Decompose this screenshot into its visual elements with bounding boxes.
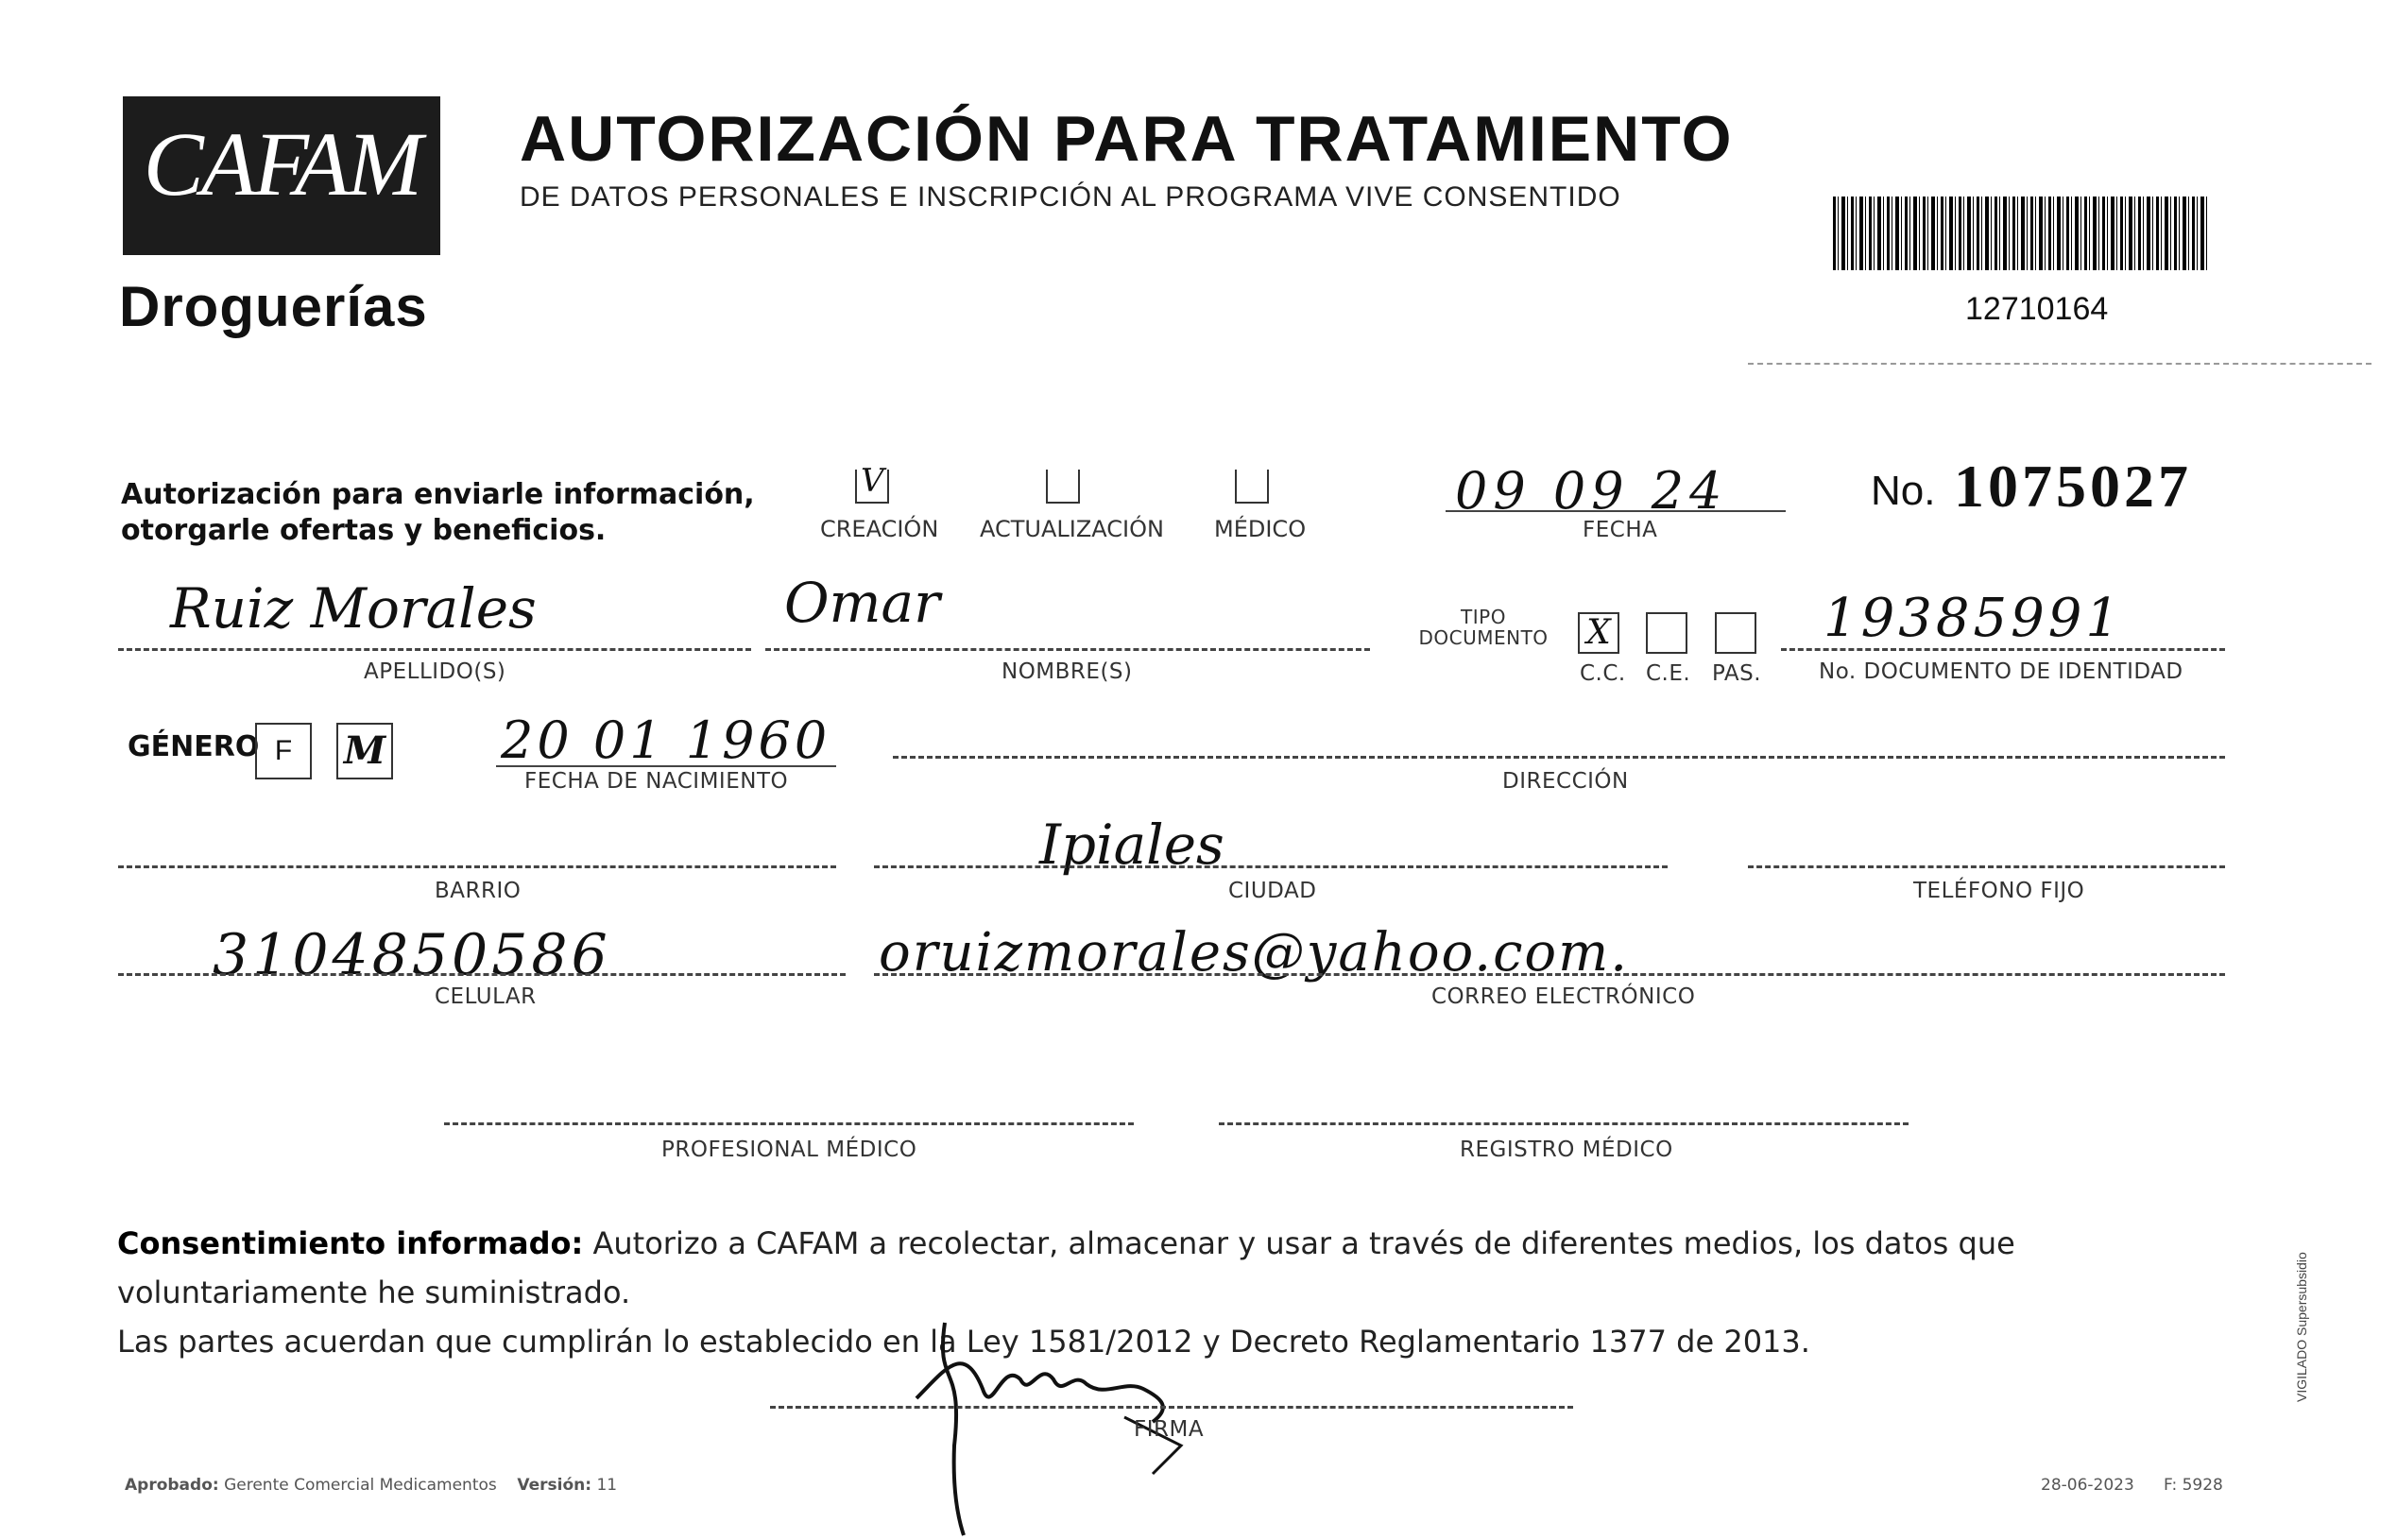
firma-field[interactable] bbox=[770, 1406, 1573, 1409]
doc-type-mark: X bbox=[1586, 613, 1611, 652]
correo-field[interactable] bbox=[874, 973, 2225, 976]
profesional-field[interactable] bbox=[444, 1122, 1134, 1125]
barrio-label: BARRIO bbox=[435, 879, 522, 903]
aprobado-label: Aprobado: bbox=[125, 1476, 219, 1495]
nombres-field[interactable] bbox=[765, 648, 1370, 651]
doc-type-cc[interactable] bbox=[1578, 612, 1619, 654]
footer-aprobado bbox=[125, 1476, 617, 1495]
correo-label: CORREO ELECTRÓNICO bbox=[1431, 984, 1696, 1009]
authorization-line1: Autorización para enviarle información, bbox=[121, 478, 755, 511]
checkbox-creacion-label: CREACIÓN bbox=[820, 516, 939, 542]
number-value: 1075027 bbox=[1954, 453, 2192, 520]
doc-type-ce[interactable] bbox=[1646, 612, 1687, 654]
consent-line2: Las partes acuerdan que cumplirán lo establecido en la Ley 1581/2012 y Decreto Reglamentario 1377 de 2013. bbox=[117, 1324, 1810, 1360]
telefono-label: TELÉFONO FIJO bbox=[1913, 879, 2085, 903]
form-title: AUTORIZACIÓN PARA TRATAMIENTO bbox=[520, 103, 1734, 175]
celular-field[interactable] bbox=[118, 973, 846, 976]
barcode-number: 12710164 bbox=[1965, 291, 2109, 327]
doc-type-cc-label: C.C. bbox=[1580, 661, 1626, 686]
genero-f[interactable] bbox=[255, 723, 312, 779]
checkbox-mark: V bbox=[861, 462, 884, 500]
celular-value: 3104850586 bbox=[213, 922, 611, 988]
doc-type-pas-label: PAS. bbox=[1712, 661, 1762, 686]
authorization-text bbox=[121, 477, 755, 549]
divider bbox=[1748, 363, 2371, 365]
ciudad-label: CIUDAD bbox=[1228, 879, 1317, 903]
authorization-line2: otorgarle ofertas y beneficios. bbox=[121, 514, 607, 547]
signature bbox=[907, 1304, 1285, 1540]
number-label: No. bbox=[1871, 468, 1936, 514]
checkbox-medico[interactable] bbox=[1235, 470, 1269, 504]
form-subtitle: DE DATOS PERSONALES E INSCRIPCIÓN AL PROGRAMA VIVE CONSENTIDO bbox=[520, 181, 1621, 213]
celular-label: CELULAR bbox=[435, 984, 537, 1009]
fecha-nacimiento-label: FECHA DE NACIMIENTO bbox=[524, 769, 789, 794]
fecha-label: FECHA bbox=[1583, 518, 1658, 542]
checkbox-creacion[interactable] bbox=[855, 462, 889, 504]
doc-type-pas[interactable] bbox=[1715, 612, 1756, 654]
checkbox-actualizacion[interactable] bbox=[1046, 470, 1080, 504]
nombres-label: NOMBRE(S) bbox=[1002, 659, 1133, 684]
checkbox-actualizacion-label: ACTUALIZACIÓN bbox=[980, 516, 1164, 542]
aprobado-value: Gerente Comercial Medicamentos bbox=[224, 1476, 497, 1495]
direccion-label: DIRECCIÓN bbox=[1502, 769, 1629, 794]
fecha-line bbox=[1446, 510, 1786, 512]
genero-m-label: M bbox=[343, 728, 386, 773]
apellidos-label: APELLIDO(S) bbox=[364, 659, 506, 684]
consent-bold-label: Consentimiento informado: bbox=[117, 1225, 584, 1261]
fecha-nacimiento-value: 20 01 1960 bbox=[501, 710, 831, 770]
telefono-field[interactable] bbox=[1748, 865, 2225, 868]
direccion-field[interactable] bbox=[893, 756, 2225, 759]
consent-line1 bbox=[117, 1219, 2234, 1317]
apellidos-field[interactable] bbox=[118, 648, 751, 651]
apellidos-value: Ruiz Morales bbox=[170, 576, 537, 641]
footer-date: 28-06-2023 bbox=[2041, 1476, 2134, 1495]
doc-type-ce-label: C.E. bbox=[1646, 661, 1691, 686]
footer-code: F: 5928 bbox=[2164, 1476, 2223, 1495]
version-value: 11 bbox=[596, 1476, 618, 1495]
firma-label: FIRMA bbox=[1134, 1417, 1205, 1442]
barrio-field[interactable] bbox=[118, 865, 836, 868]
fecha-nacimiento-line bbox=[496, 765, 836, 767]
ciudad-value: Ipiales bbox=[1039, 813, 1224, 877]
doc-number-label: No. DOCUMENTO DE IDENTIDAD bbox=[1819, 659, 2183, 684]
correo-value: oruizmorales@yahoo.com. bbox=[879, 922, 1630, 984]
ciudad-field[interactable] bbox=[874, 865, 1668, 868]
registro-field[interactable] bbox=[1219, 1122, 1909, 1125]
fecha-value: 09 09 24 bbox=[1455, 461, 1728, 521]
checkbox-medico-label: MÉDICO bbox=[1214, 516, 1307, 542]
profesional-label: PROFESIONAL MÉDICO bbox=[661, 1138, 917, 1162]
doc-number-field[interactable] bbox=[1781, 648, 2225, 651]
barcode bbox=[1833, 197, 2207, 270]
logo-text: CAFAM bbox=[143, 113, 420, 214]
genero-m[interactable] bbox=[336, 723, 393, 779]
consent-line1-text: Autorizo a CAFAM a recolectar, almacenar y usar a través de diferentes medios, los datos que voluntariamente he suministrado. bbox=[117, 1225, 2015, 1310]
side-vigilado-text: VIGILADO Supersubsidio bbox=[2294, 1252, 2309, 1403]
genero-label: GÉNERO bbox=[128, 730, 260, 763]
genero-f-label: F bbox=[274, 735, 293, 766]
version-label: Versión: bbox=[517, 1476, 592, 1495]
tipo-documento-label: TIPO DOCUMENTO bbox=[1418, 606, 1549, 649]
nombres-value: Omar bbox=[784, 571, 940, 635]
doc-number-value: 19385991 bbox=[1823, 588, 2124, 649]
registro-label: REGISTRO MÉDICO bbox=[1460, 1138, 1673, 1162]
brand-subtitle: Droguerías bbox=[119, 275, 428, 338]
